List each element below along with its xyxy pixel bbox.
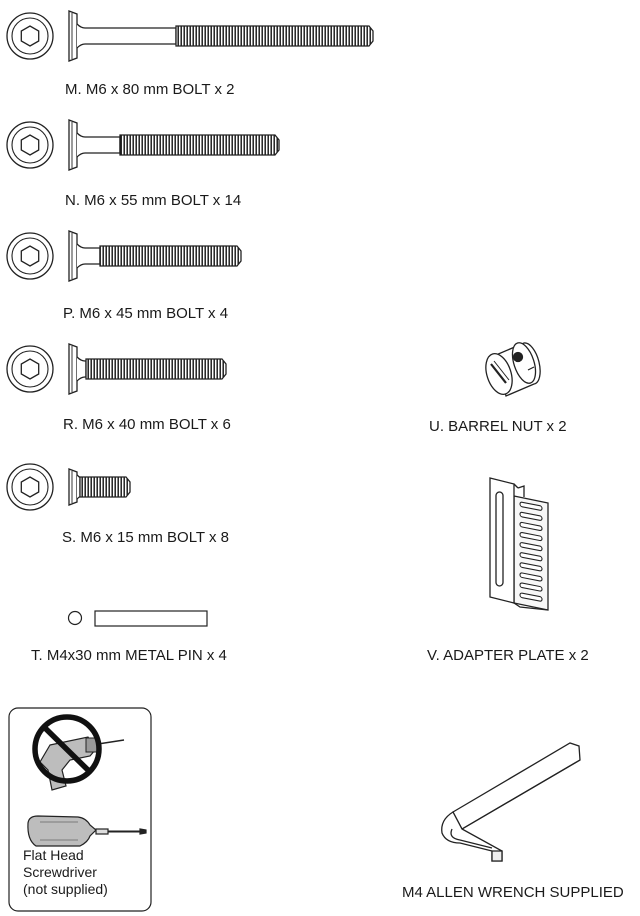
bolt-p-head-end-view bbox=[7, 233, 53, 279]
bolt-r-side-view bbox=[69, 344, 226, 394]
allen-wrench-drawing bbox=[442, 743, 580, 861]
bolt-s-side-view bbox=[69, 469, 130, 505]
adapter-plate-label: V. ADAPTER PLATE x 2 bbox=[427, 647, 589, 664]
bolt-p-drawing bbox=[7, 231, 241, 281]
bolt-r-head-end-view bbox=[7, 346, 53, 392]
barrel-nut-label: U. BARREL NUT x 2 bbox=[429, 418, 567, 435]
tool-note-line-1: Flat Head bbox=[23, 847, 84, 863]
bolt-label-m: M. M6 x 80 mm BOLT x 2 bbox=[65, 81, 235, 98]
bolt-label-p: P. M6 x 45 mm BOLT x 4 bbox=[63, 305, 229, 322]
bolt-n-drawing bbox=[7, 120, 279, 170]
barrel-nut-drawing bbox=[481, 340, 540, 398]
adapter-plate-drawing bbox=[490, 478, 548, 610]
bolt-n-head-end-view bbox=[7, 122, 53, 168]
bolt-m-drawing bbox=[7, 11, 373, 61]
pin-label: T. M4x30 mm METAL PIN x 4 bbox=[31, 647, 227, 664]
bolt-label-s: S. M6 x 15 mm BOLT x 8 bbox=[62, 529, 229, 546]
bolt-r-drawing bbox=[7, 344, 226, 394]
bolt-label-n: N. M6 x 55 mm BOLT x 14 bbox=[65, 192, 242, 209]
pin-end-view bbox=[69, 612, 82, 625]
pin-side-view bbox=[95, 611, 207, 626]
metal-pin-drawing bbox=[69, 611, 208, 626]
bolt-m-head-end-view bbox=[7, 13, 53, 59]
bolt-s-drawing bbox=[7, 464, 130, 510]
bolt-s-head-end-view bbox=[7, 464, 53, 510]
allen-wrench-label: M4 ALLEN WRENCH SUPPLIED bbox=[402, 884, 624, 901]
tool-note-line-2: Screwdriver bbox=[23, 864, 97, 880]
bolt-m-side-view bbox=[69, 11, 373, 61]
bolt-n-side-view bbox=[69, 120, 279, 170]
bolt-label-r: R. M6 x 40 mm BOLT x 6 bbox=[63, 416, 231, 433]
bolt-p-side-view bbox=[69, 231, 241, 281]
tool-note-line-3: (not supplied) bbox=[23, 881, 108, 897]
tool-note bbox=[23, 847, 108, 898]
